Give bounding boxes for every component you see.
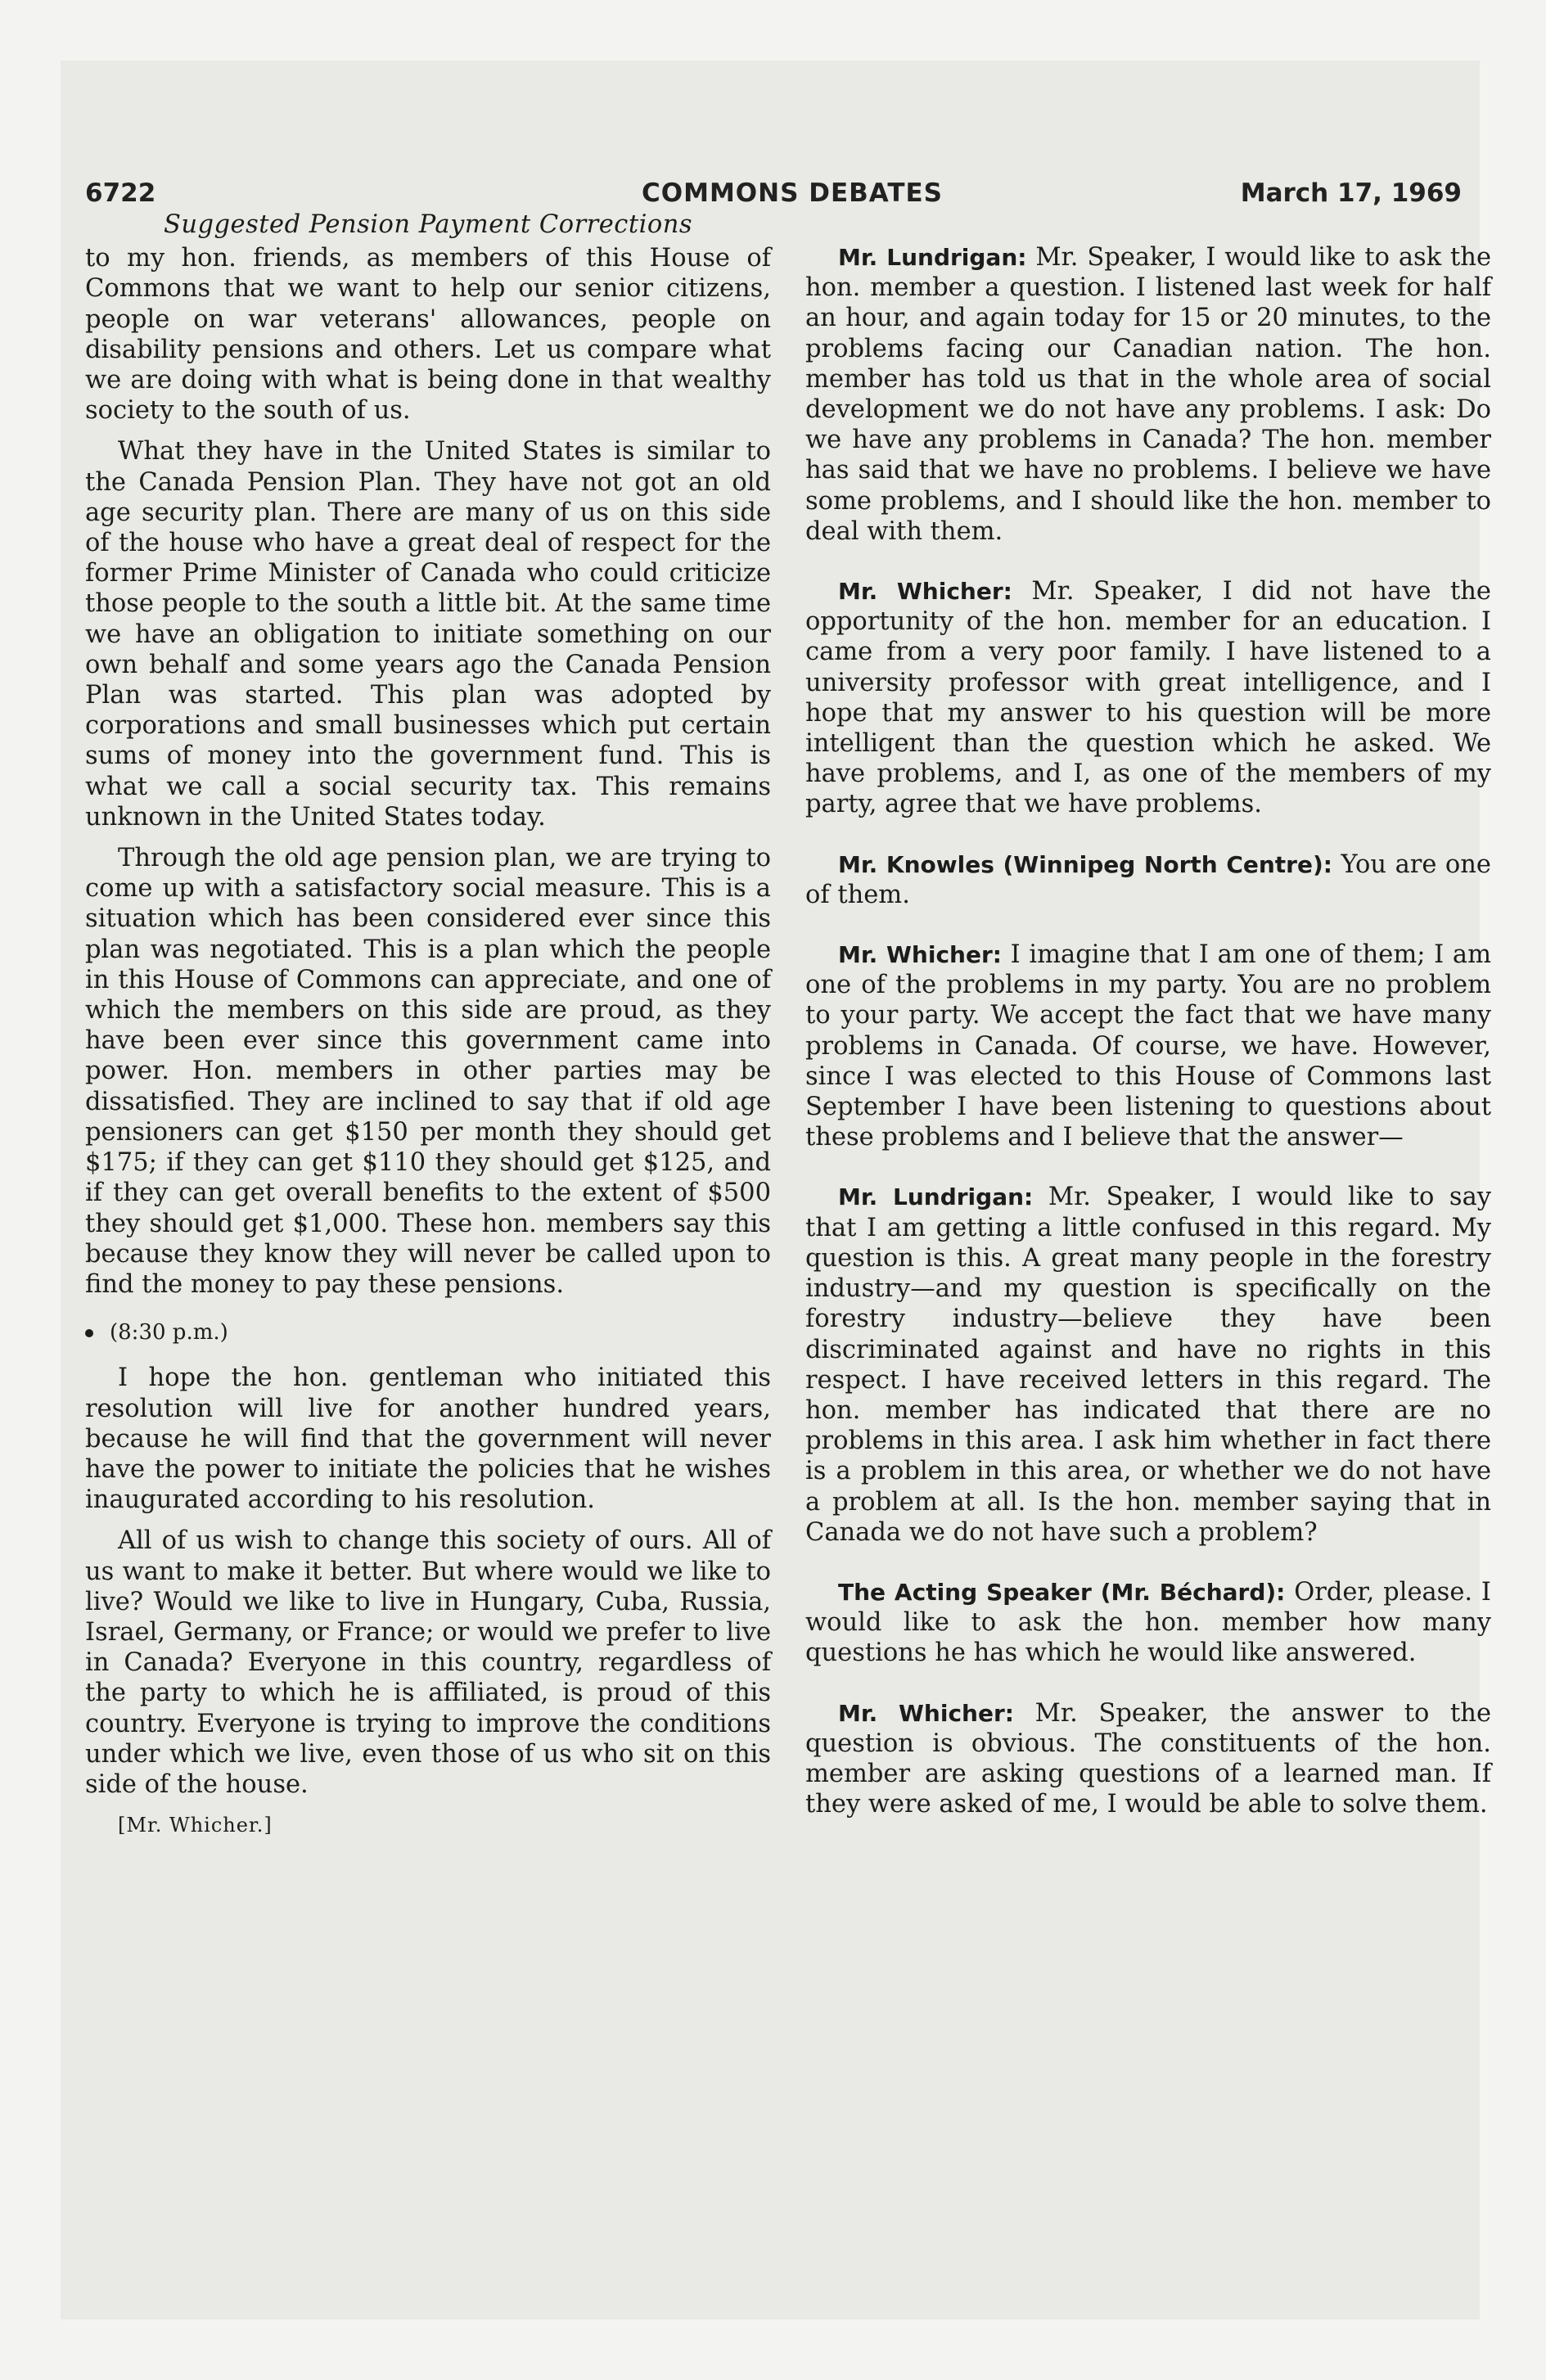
- publication-title: COMMONS DEBATES: [642, 178, 943, 208]
- time-stamp: (8:30 p.m.): [110, 1320, 228, 1346]
- speech: [805, 1698, 1491, 1820]
- paragraph: Through the old age pension plan, we are trying to come up with a satisfactory social measure. This is a situation which has been considered ever since this plan was negotiated. This is a plan which the people in this House of Commons can appreciate, and one of which the members on this side are proud, as they have been ever since this government came into power. Hon. members in other parties may be dissatisfied. They are inclined to say that if old age pensioners can get $150 per month they should get $175; if they can get $110 they should get $125, and if they can get overall benefits to the extent of $500 they should get $1,000. These hon. members say this because they know they will never be called upon to find the money to pay these pensions.: [85, 844, 771, 1299]
- speech-text: Mr. Speaker, I did not have the opportunity of the hon. member for an education. I came from a very poor family. I have listened to a university professor with great intelligence, and I hope that my answer to his question will be more intelligent than the question which he asked. We have problems, and I, as one of the members of my party, agree that we have problems.: [805, 577, 1491, 819]
- bullet-icon: [85, 1329, 93, 1337]
- page-date: March 17, 1969: [1240, 178, 1462, 208]
- speaker-name: Mr. Whicher:: [838, 941, 1002, 969]
- speech-text: Order, please. I would like to ask the hon. member how many questions he has which he would like answered.: [805, 1577, 1491, 1668]
- speech: [805, 1577, 1491, 1669]
- paragraph: All of us wish to change this society of ours. All of us want to make it better. But where would we like to live? Would we like to live in Hungary, Cuba, Russia, Israel, Germany, or France; or would we prefer to live in Canada? Everyone in this country, regardless of the party to which he is affiliated, is proud of this country. Everyone is trying to improve the conditions under which we live, even those of us who sit on this side of the house.: [85, 1526, 771, 1799]
- speech-text: I imagine that I am one of them; I am one of the problems in my party. You are no problem to your party. We accept the fact that we have many problems in Canada. Of course, we have. However, since I was elected to this House of Commons last September I have been listening to questions about these problems and I believe that the answer—: [805, 940, 1491, 1152]
- page-header: [85, 172, 1462, 213]
- speaker-name: Mr. Lundrigan:: [838, 244, 1027, 271]
- speech-text: Mr. Speaker, I would like to say that I am getting a little confused in this regard. My question is this. A great many people in the forestry industry—and my question is specifically on the forestry industry—believe they have been discriminated against and have no rights in this respect. I have received letters in this regard. The hon. member has indicated that there are no problems in this area. I ask him whether in fact there is a problem in this area, or whether we do not have a problem at all. Is the hon. member saying that in Canada we do not have such a problem?: [805, 1183, 1491, 1547]
- right-column: [805, 242, 1491, 1849]
- left-column: [85, 210, 771, 1841]
- section-subheading: Suggested Pension Payment Corrections: [163, 210, 693, 239]
- speech-text: Mr. Speaker, the answer to the question is obvious. The constituents of the hon. member are asking questions of a learned man. If they were asked of me, I would be able to solve them.: [805, 1698, 1491, 1819]
- speaker-signature: [Mr. Whicher.]: [118, 1814, 273, 1837]
- speech: [805, 1182, 1491, 1547]
- speech-text: Mr. Speaker, I would like to ask the hon. member a question. I listened last week for half an hour, and again today for 15 or 20 minutes, to the problems facing our Canadian nation. The hon. member has told us that in the whole area of social development we do not have any problems. I ask: Do we have any problems in Canada? The hon. member has said that we have no problems. I believe we have some problems, and I should like the hon. member to deal with them.: [805, 243, 1491, 546]
- speaker-name: Mr. Whicher:: [838, 1699, 1014, 1727]
- paragraph: What they have in the United States is similar to the Canada Pension Plan. They have not got an old age security plan. There are many of us on this side of the house who have a great deal of respect for the former Prime Minister of Canada who could criticize those people to the south a little bit. At the same time we have an obligation to initiate something on our own behalf and some years ago the Canada Pension Plan was started. This plan was adopted by corporations and small businesses which put certain sums of money into the government fund. This is what we call a social security tax. This remains unknown in the United States today.: [85, 437, 771, 832]
- speech: [805, 242, 1491, 547]
- speech: [805, 850, 1491, 910]
- speaker-name: The Acting Speaker (Mr. Béchard):: [838, 1578, 1286, 1606]
- speech: [805, 940, 1491, 1152]
- speaker-name: Mr. Whicher:: [838, 578, 1012, 606]
- page-number: 6722: [85, 178, 156, 208]
- speech-text: You are one of them.: [805, 850, 1491, 909]
- page: [85, 172, 1491, 1837]
- paragraph: I hope the hon. gentleman who initiated this resolution will live for another hundred years, because he will find that the government will never have the power to initiate the policies that he wishes inaugurated according to his resolution.: [85, 1364, 771, 1515]
- paragraph: to my hon. friends, as members of this House of Commons that we want to help our senior citizens, people on war veterans' allowances, people on disability pensions and others. Let us compare what we are doing with what is being done in that wealthy society to the south of us.: [85, 244, 771, 426]
- speaker-name: Mr. Knowles (Winnipeg North Centre):: [838, 850, 1332, 878]
- speaker-name: Mr. Lundrigan:: [838, 1183, 1034, 1211]
- speech: [805, 576, 1491, 820]
- time-marker: [85, 1318, 771, 1348]
